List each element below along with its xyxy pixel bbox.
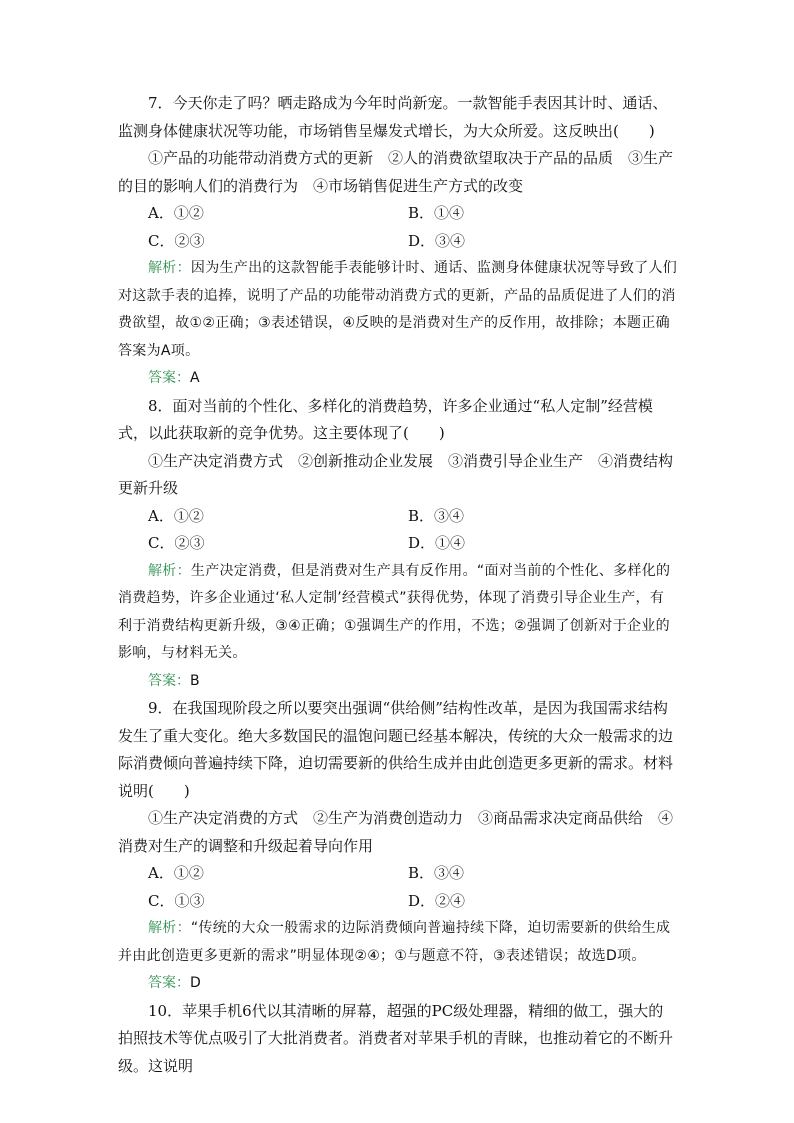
analysis-label: 解析： <box>148 562 191 579</box>
options-row-2 <box>118 228 678 256</box>
option-d: D．③④ <box>408 231 466 250</box>
question-items: ①生产决定消费的方式 ②生产为消费创造动力 ③商品需求决定商品供给 ④消费对生产的调整和升级起着导向作用 <box>118 809 674 855</box>
question-stem: 10．苹果手机6代以其清晰的屏幕，超强的PC级处理器，精细的做工，强大的拍照技术等优点吸引了大批消费者。消费者对苹果手机的青睐，也推动着它的不断升级。这说明 <box>118 1001 674 1075</box>
answer-value: D <box>190 975 201 991</box>
option-c: C．①③ <box>148 891 205 910</box>
options-row-2 <box>118 888 678 916</box>
analysis <box>118 255 678 365</box>
option-a: A．①② <box>148 506 204 525</box>
answer-label: 答案： <box>148 672 190 689</box>
option-d: D．①④ <box>408 534 466 552</box>
analysis-text: 生产决定消费，但是消费对生产具有反作用。“面对当前的个性化、多样化的消费趋势，许多企业通过‘私人定制’经营模式”获得优势，体现了消费引导企业生产，有利于消费结构更新升级，③④正确；①强调生产的作用，不选；②强调了创新对于企业的影响，与材料无关。 <box>118 562 671 661</box>
answer-label: 答案： <box>148 975 190 991</box>
question-stem: 9．在我国现阶段之所以要突出强调“供给侧”结构性改革，是因为我国需求结构发生了重大变化。绝大多数国民的温饱问题已经基本解决，传统的大众一般需求的边际消费倾向普遍持续下降，迫切需要新的供给生成并由此创造更多更新的需求。材料说明( ) <box>118 699 674 800</box>
options-row-1 <box>118 860 678 888</box>
answer-value: A <box>190 370 200 386</box>
analysis <box>118 915 678 970</box>
analysis-text: “传统的大众一般需求的边际消费倾向普遍持续下降，迫切需要新的供给生成并由此创造更多更新的需求”明显体现②④；①与题意不符，③表述错误；故选D项。 <box>118 920 671 964</box>
option-c: C．②③ <box>148 231 205 250</box>
question-9 <box>118 695 678 998</box>
answer-value: B <box>190 672 200 689</box>
option-b: B．③④ <box>408 506 465 525</box>
option-b: B．①④ <box>408 204 465 222</box>
analysis-label: 解析： <box>148 920 191 936</box>
option-a: A．①② <box>148 864 204 882</box>
question-stem: 8．面对当前的个性化、多样化的消费趋势，许多企业通过“私人定制”经营模式，以此获取新的竞争优势。这主要体现了( ) <box>118 396 653 442</box>
options-row-1 <box>118 503 678 531</box>
options-row-2 <box>118 530 678 558</box>
options-row-1 <box>118 200 678 228</box>
option-d: D．②④ <box>408 891 466 910</box>
analysis <box>118 558 678 668</box>
question-items: ①生产决定消费方式 ②创新推动企业发展 ③消费引导企业生产 ④消费结构更新升级 <box>118 451 674 497</box>
option-c: C．②③ <box>148 534 205 552</box>
question-8 <box>118 393 678 696</box>
question-stem: 7．今天你走了吗？晒走路成为今年时尚新宠。一款智能手表因其计时、通话、监测身体健康状况等功能，市场销售呈爆发式增长，为大众所爱。这反映出( ) <box>118 94 668 140</box>
answer-label: 答案： <box>148 370 190 386</box>
analysis-label: 解析： <box>148 260 191 276</box>
option-b: B．③④ <box>408 864 465 882</box>
answer <box>118 365 678 393</box>
answer <box>118 668 678 696</box>
question-content <box>118 90 678 1080</box>
question-7 <box>118 90 678 393</box>
analysis-text: 因为生产出的这款智能手表能够计时、通话、监测身体健康状况等导致了人们对这款手表的追捧，说明了产品的功能带动消费方式的更新，产品的品质促进了人们的消费欲望，故①②正确；③表述错误，④反映的是消费对生产的反作用，故排除；本题正确答案为A项。 <box>118 260 678 359</box>
question-10 <box>118 998 678 1081</box>
answer <box>118 970 678 998</box>
question-items: ①产品的功能带动消费方式的更新 ②人的消费欲望取决于产品的品质 ③生产的目的影响人们的消费行为 ④市场销售促进生产方式的改变 <box>118 149 674 195</box>
option-a: A．①② <box>148 204 204 222</box>
